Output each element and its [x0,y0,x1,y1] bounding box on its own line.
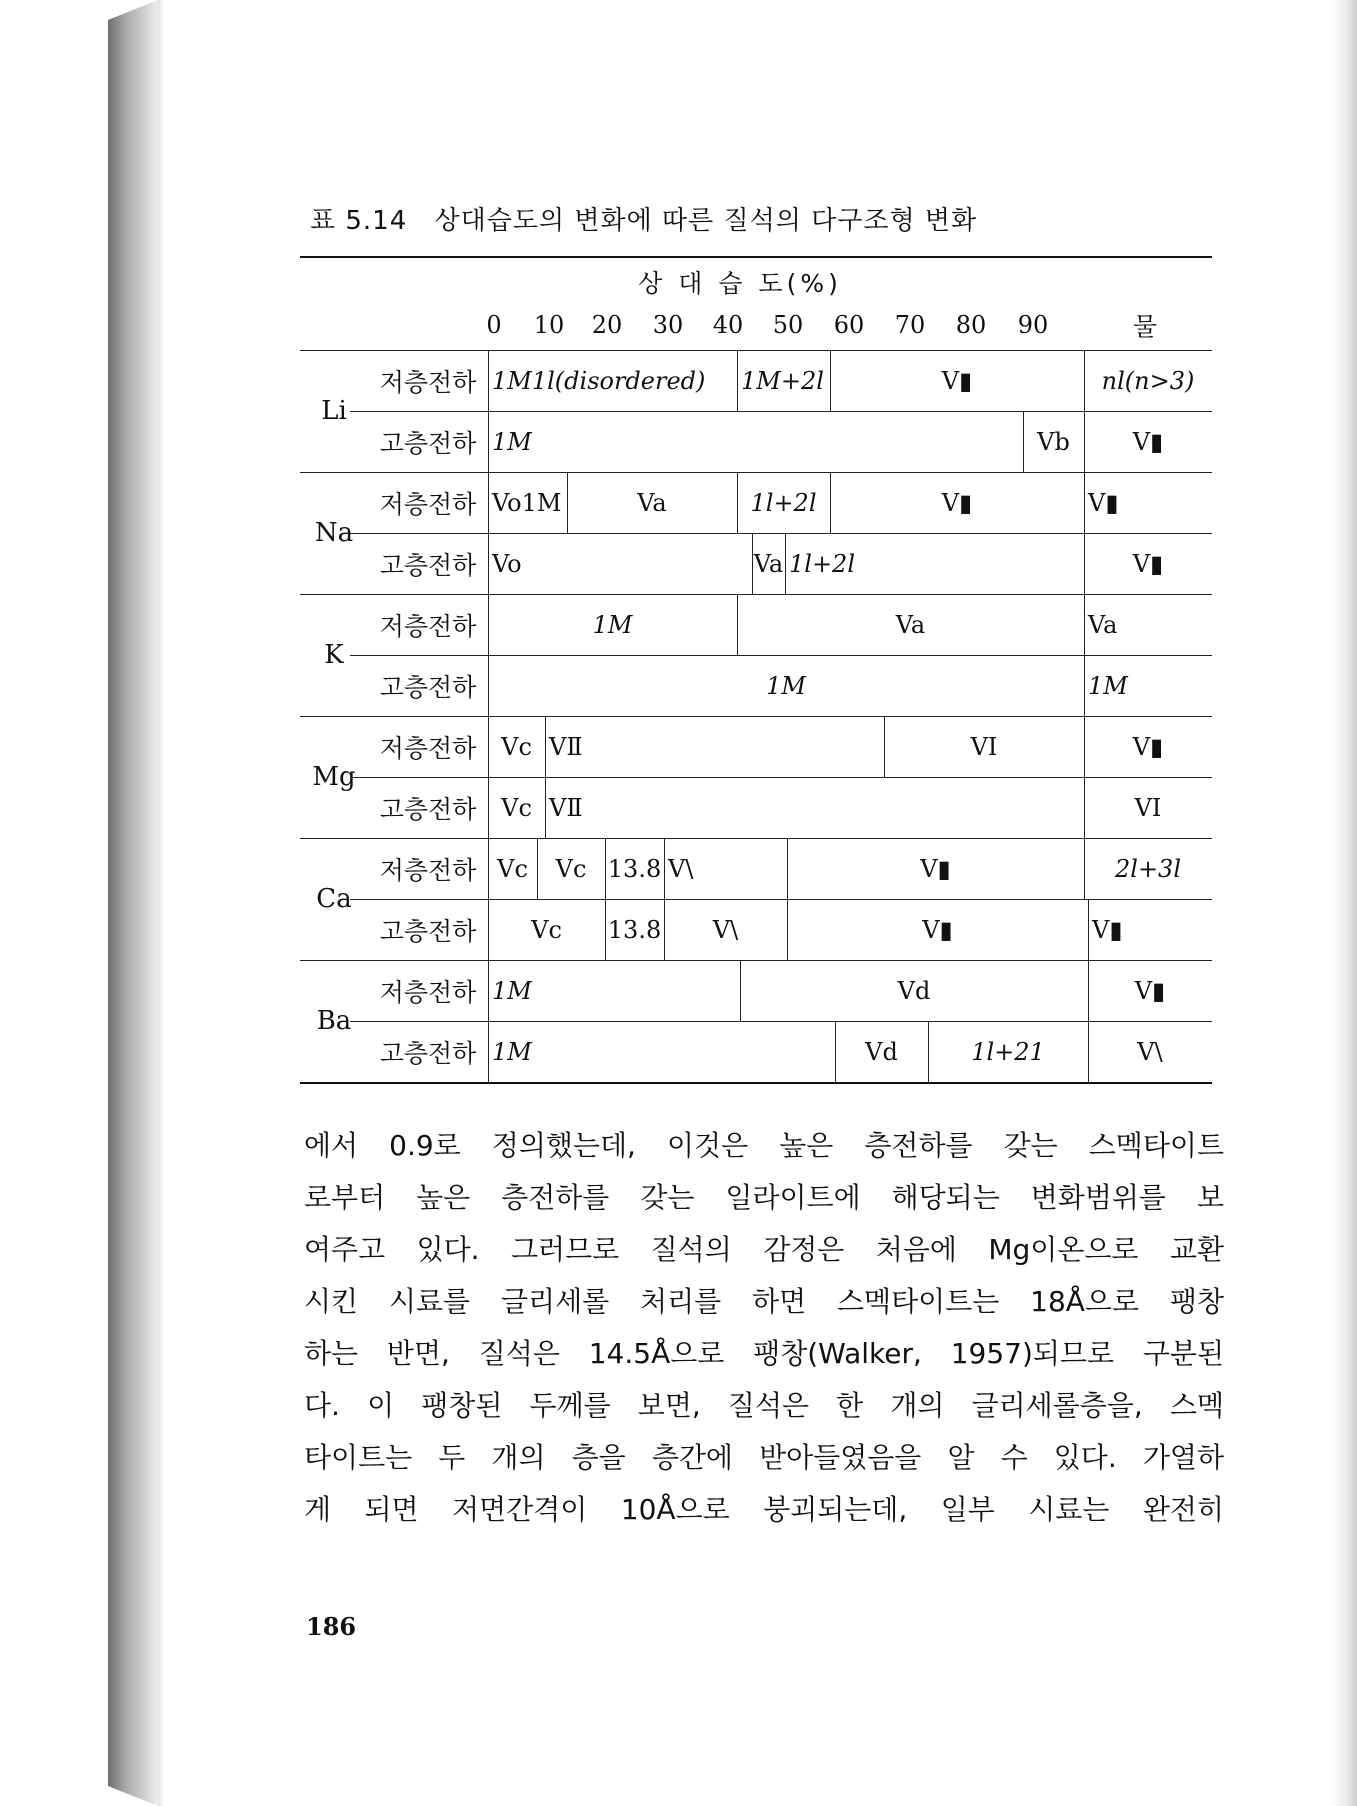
row-label: 고층전하 [379,1038,477,1068]
humidity-tick: 30 [652,311,684,339]
humidity-tick: 20 [591,311,623,339]
row-label: 고층전하 [379,916,477,946]
table-cell: V▮ [1132,549,1164,578]
table-cell: V\ [668,854,694,883]
cation-dash [350,777,366,778]
table-cell: 1l+2l [750,488,817,517]
humidity-tick: 60 [833,311,865,339]
table-cell: Va [637,488,667,517]
cell-divider [787,899,788,960]
cell-divider [488,472,489,533]
table-cell: Vd [865,1037,898,1066]
cell-divider [1084,838,1085,899]
cell-divider [1023,411,1024,472]
table-cell: 1l+2l [789,549,855,578]
table-cell: 2l+3l [1115,854,1181,883]
cation-label: Na [314,518,354,548]
table-rule [300,1082,1212,1084]
table-cell: V▮ [1132,427,1164,456]
table-cell: Vc [501,732,532,761]
cell-divider [884,716,885,777]
cell-divider [488,960,489,1021]
row-label: 저층전하 [379,489,477,519]
cell-divider [1084,655,1085,716]
cell-divider [1088,1021,1089,1082]
cell-divider [488,594,489,655]
table-cell: V▮ [1088,488,1119,517]
cell-divider [1088,899,1089,960]
table-cell: Vd [897,976,931,1005]
cell-divider [830,472,831,533]
humidity-tick: 0 [486,311,502,339]
table-cell: 13.8 [607,854,662,883]
table-cell: 1M [492,1037,532,1066]
cell-divider [740,960,741,1021]
table-cell: 1M+2l [741,366,824,395]
table-cell: nl(n>3) [1101,366,1195,395]
cation-dash [350,533,366,534]
table-cell: VⅡ [549,793,583,822]
cation-label: Li [321,396,347,426]
cell-divider [1084,533,1085,594]
table-cell: 1M [492,976,532,1005]
row-label: 저층전하 [379,733,477,763]
table-cell: 1M [766,671,806,700]
caption-title: 상대습도의 변화에 따른 질석의 다구조형 변화 [434,206,978,236]
water-label: 물 [1132,312,1158,341]
table-cell: Vc [501,793,532,822]
humidity-tick: 10 [533,311,565,339]
cell-divider [488,838,489,899]
cation-label: Ba [316,1006,352,1036]
cell-divider [752,533,753,594]
cell-divider [545,777,546,838]
cell-divider [835,1021,836,1082]
cation-dash [350,411,366,412]
cell-divider [737,472,738,533]
humidity-tick: 90 [1017,311,1049,339]
table-cell: V▮ [941,366,973,395]
right-page-edge [1333,0,1357,1806]
table-cell: V▮ [1092,915,1123,944]
cell-divider [605,838,606,899]
table-cell: V▮ [1134,976,1166,1005]
cell-divider [928,1021,929,1082]
body-line: 에서 0.9로 정의했는데, 이것은 높은 층전하를 갖는 스멕타이트 [304,1129,1224,1162]
body-line: 여주고 있다. 그러므로 질석의 감정은 처음에 Mg이온으로 교환 [304,1233,1224,1266]
row-label: 고층전하 [379,672,477,702]
humidity-tick: 70 [894,311,926,339]
cell-divider [545,716,546,777]
table-cell: Va [753,549,784,578]
table-cell: VⅠ [970,732,998,761]
cell-divider [567,472,568,533]
table-cell: Va [1088,610,1118,639]
row-label: 저층전하 [379,611,477,641]
cell-divider [605,899,606,960]
table-cell: Vo1M [492,488,562,517]
table-caption [310,200,1210,237]
cell-divider [488,899,489,960]
body-text [304,1120,1224,1536]
cell-divider [488,777,489,838]
cell-divider [488,655,489,716]
table-cell: V▮ [922,915,953,944]
cell-divider [1084,350,1085,411]
row-label: 고층전하 [379,794,477,824]
cell-divider [737,594,738,655]
table-cell: Vc [497,854,528,883]
table-cell: V▮ [1132,732,1164,761]
cell-divider [488,350,489,411]
body-line: 로부터 높은 층전하를 갖는 일라이트에 해당되는 변화범위를 보 [304,1181,1224,1214]
page-number: 186 [306,1612,357,1641]
table-cell: V▮ [920,854,951,883]
row-label: 고층전하 [379,428,477,458]
table-cell: VⅠ [1134,793,1162,822]
cell-divider [1084,594,1085,655]
row-label: 저층전하 [379,367,477,397]
table-cell: 1M [592,610,633,639]
table-cell: V\ [712,915,739,944]
cell-divider [488,1021,489,1082]
table-cell: 1M [492,427,532,456]
cell-divider [488,716,489,777]
table-cell: VⅡ [549,732,583,761]
table-cell: 1l+21 [971,1037,1045,1066]
cation-dash [350,1021,366,1022]
cell-divider [785,533,786,594]
table-cell: Vc [555,854,587,883]
row-label: 저층전하 [379,977,477,1007]
cell-divider [737,350,738,411]
table-cell: 13.8 [607,915,662,944]
body-line: 타이트는 두 개의 층을 층간에 받아들였음을 알 수 있다. 가열하 [304,1441,1224,1474]
cation-label: Mg [312,762,356,792]
cell-divider [830,350,831,411]
table-cell: V\ [1137,1037,1163,1066]
cell-divider [488,533,489,594]
cell-divider [664,899,665,960]
header-title: 상 대 습 도(%) [638,269,842,298]
table-cell: V▮ [941,488,973,517]
cell-divider [1084,411,1085,472]
cation-dash [350,899,366,900]
table-cell: 1M1l(disordered) [492,366,706,395]
body-line: 하는 반면, 질석은 14.5Å으로 팽창(Walker, 1957)되므로 구분된 [304,1337,1224,1370]
humidity-tick: 80 [955,311,987,339]
cell-divider [1084,472,1085,533]
cation-label: Ca [316,884,352,914]
book-page [164,0,1332,1806]
cell-divider [537,838,538,899]
cell-divider [1084,777,1085,838]
cell-divider [488,411,489,472]
book-spine [108,0,158,1806]
humidity-tick: 50 [772,311,804,339]
cation-dash [350,655,366,656]
cell-divider [664,838,665,899]
row-label: 저층전하 [379,855,477,885]
body-line: 시킨 시료를 글리세롤 처리를 하면 스멕타이트는 18Å으로 팽창 [304,1285,1224,1318]
cell-divider [1088,960,1089,1021]
humidity-tick: 40 [712,311,744,339]
row-label: 고층전하 [379,550,477,580]
caption-number: 표 5.14 [310,206,408,236]
table-cell: Vb [1037,427,1070,456]
table-cell: 1M [1088,671,1128,700]
table-cell: Va [895,610,926,639]
table-cell: Vc [531,915,562,944]
cell-divider [787,838,788,899]
table-rule [300,256,1212,258]
cell-divider [1084,716,1085,777]
cation-label: K [324,640,344,670]
table-cell: Vo [492,549,522,578]
body-line: 다. 이 팽창된 두께를 보면, 질석은 한 개의 글리세롤층을, 스멕 [304,1389,1224,1422]
body-line: 게 되면 저면간격이 10Å으로 붕괴되는데, 일부 시료는 완전히 [304,1493,1224,1526]
